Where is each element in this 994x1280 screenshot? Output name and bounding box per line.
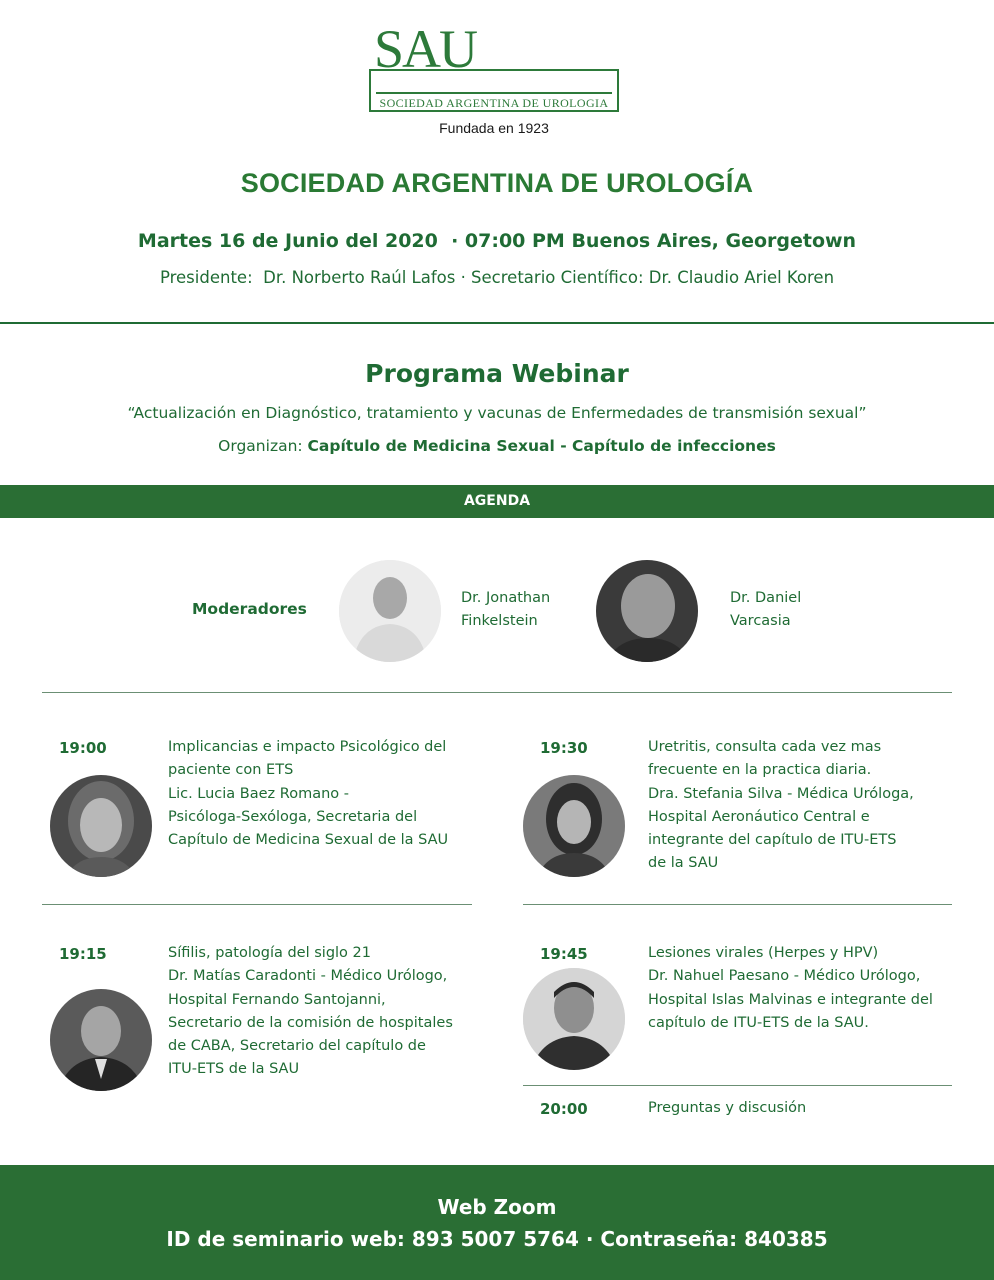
agenda-heading: AGENDA — [0, 485, 994, 518]
header-divider — [0, 322, 994, 324]
speaker-photo-silva — [523, 775, 625, 877]
session-description-1900: Implicancias e impacto Psicológico del paciente con ETS Lic. Lucia Baez Romano - Psicóloga-Sexóloga, Secretaria del Capítulo de Medicina Sexual de la SAU — [168, 739, 449, 849]
speaker-photo-paesano — [523, 968, 625, 1070]
session-time-1900: 19:00 — [59, 739, 107, 757]
session-time-1915: 19:15 — [59, 945, 107, 963]
session-divider-right — [523, 904, 952, 905]
organizers-names: Capítulo de Medicina Sexual - Capítulo de infecciones — [307, 437, 776, 455]
footer-platform: Web Zoom — [437, 1195, 557, 1219]
program-title: Programa Webinar — [365, 359, 629, 388]
speaker-photo-baez-romano — [50, 775, 152, 877]
session-time-2000: 20:00 — [540, 1100, 588, 1118]
organizers-line — [0, 437, 994, 455]
logo-abbreviation: SAU — [374, 19, 477, 79]
event-datetime: Martes 16 de Junio del 2020 · 07:00 PM Buenos Aires, Georgetown — [137, 230, 857, 252]
moderators-divider — [42, 692, 952, 693]
session-time-1930: 19:30 — [540, 739, 588, 757]
logo-divider — [376, 92, 612, 94]
session-divider-qa — [523, 1085, 952, 1086]
moderator-name-2: Dr. Daniel Varcasia — [730, 590, 802, 629]
session-description-1930: Uretritis, consulta cada vez mas frecuente en la practica diaria. Dra. Stefania Silva - Médica Uróloga, Hospital Aeronáutico Central e integrante del capítulo de ITU-ETS de la SAU — [648, 739, 914, 872]
logo-full-name: SOCIEDAD ARGENTINA DE UROLOGIA — [379, 96, 609, 110]
footer-band — [0, 1165, 994, 1280]
session-divider-left — [42, 904, 472, 905]
organizers-label: Organizan: — [218, 437, 308, 455]
session-time-1945: 19:45 — [540, 945, 588, 963]
session-description-2000: Preguntas y discusión — [648, 1100, 807, 1116]
session-description-1945: Lesiones virales (Herpes y HPV) Dr. Nahuel Paesano - Médico Urólogo, Hospital Islas Malvinas e integrante del capítulo de ITU-ETS de la SAU. — [648, 945, 933, 1031]
moderator-photo-varcasia — [596, 560, 698, 662]
speaker-photo-caradonti — [50, 989, 152, 1091]
officials-line: Presidente: Dr. Norberto Raúl Lafos · Secretario Científico: Dr. Claudio Ariel Koren — [159, 268, 835, 287]
program-subtitle: “Actualización en Diagnóstico, tratamiento y vacunas de Enfermedades de transmisión sexual” — [127, 404, 867, 422]
society-title: SOCIEDAD ARGENTINA DE UROLOGÍA — [240, 168, 754, 198]
founded-text: Fundada en 1923 — [439, 120, 549, 136]
footer-meeting-credentials: ID de seminario web: 893 5007 5764 · Contraseña: 840385 — [166, 1227, 828, 1251]
moderators-label: Moderadores — [192, 600, 307, 618]
moderator-name-1: Dr. Jonathan Finkelstein — [461, 590, 551, 629]
session-description-1915: Sífilis, patología del siglo 21 Dr. Matías Caradonti - Médico Urólogo, Hospital Fernando Santojanni, Secretario de la comisión de hospitales de CABA, Secretario del capítulo de ITU-ETS de la SAU — [168, 945, 453, 1078]
moderator-photo-finkelstein — [339, 560, 441, 662]
